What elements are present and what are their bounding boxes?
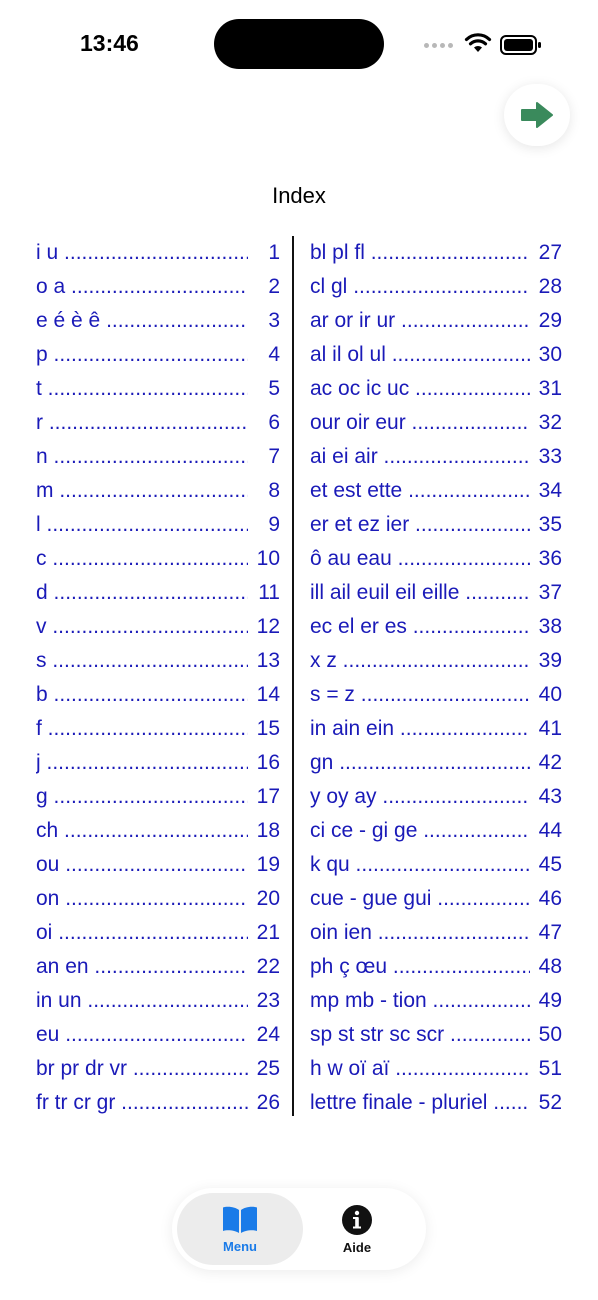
index-label: gn ..... [310, 746, 530, 780]
index-label: in ain ein ..... [310, 712, 530, 746]
index-page-number: 49 [538, 989, 562, 1012]
tab-aide-label: Aide [342, 1239, 372, 1255]
index-label: ac oc ic uc ..... [310, 372, 530, 406]
index-label: c ..... [36, 542, 248, 576]
index-page-number: 20 [256, 887, 280, 910]
index-page-number: 2 [268, 275, 280, 298]
index-page-number: 41 [538, 717, 562, 740]
index-row[interactable] [310, 1018, 562, 1052]
index-label: ou ..... [36, 848, 248, 882]
index-row[interactable] [310, 338, 562, 372]
index-label: ci ce - gi ge ..... [310, 814, 530, 848]
index-page-number: 43 [538, 785, 562, 808]
index-page-number: 36 [538, 547, 562, 570]
index-label: bl pl fl ..... [310, 236, 530, 270]
index-page-number: 8 [268, 479, 280, 502]
index-label: eu ..... [36, 1018, 248, 1052]
index-page-number: 18 [256, 819, 280, 842]
index-page-number: 50 [538, 1023, 562, 1046]
index-page-number: 51 [538, 1057, 562, 1080]
index-row[interactable] [310, 780, 562, 814]
index-label: n ..... [36, 440, 248, 474]
index-row[interactable] [36, 1018, 280, 1052]
index-page-number: 13 [256, 649, 280, 672]
index-label: et est ette ..... [310, 474, 530, 508]
index-column-right [310, 236, 562, 1120]
battery-icon [500, 35, 542, 55]
index-page-number: 48 [538, 955, 562, 978]
index-row[interactable] [310, 848, 562, 882]
index-page-number: 7 [268, 445, 280, 468]
index-label: on ..... [36, 882, 248, 916]
index-table [0, 236, 598, 1116]
index-page-number: 46 [538, 887, 562, 910]
index-page-number: 1 [268, 241, 280, 264]
index-row[interactable] [310, 746, 562, 780]
index-page-number: 47 [538, 921, 562, 944]
index-label: ec el er es ..... [310, 610, 530, 644]
book-icon [221, 1205, 259, 1235]
index-row[interactable] [310, 610, 562, 644]
index-row[interactable] [36, 712, 280, 746]
index-row[interactable] [36, 1086, 280, 1120]
index-label: mp mb - tion ..... [310, 984, 530, 1018]
index-label: v ..... [36, 610, 248, 644]
index-label: b ..... [36, 678, 248, 712]
index-page-number: 24 [256, 1023, 280, 1046]
index-row[interactable] [36, 678, 280, 712]
index-page-number: 3 [268, 309, 280, 332]
index-label: fr tr cr gr ..... [36, 1086, 248, 1120]
index-row[interactable] [36, 440, 280, 474]
index-label: l ..... [36, 508, 248, 542]
tab-menu[interactable] [177, 1193, 303, 1265]
index-page-number: 27 [538, 241, 562, 264]
index-page-number: 16 [256, 751, 280, 774]
index-page-number: 19 [256, 853, 280, 876]
index-row[interactable] [310, 542, 562, 576]
index-label: cue - gue gui ..... [310, 882, 530, 916]
index-label: s = z ..... [310, 678, 530, 712]
index-row[interactable] [310, 1052, 562, 1086]
index-label: ar or ir ur ..... [310, 304, 530, 338]
index-row[interactable] [310, 678, 562, 712]
tab-menu-label: Menu [223, 1238, 257, 1254]
status-bar [0, 0, 598, 90]
index-page-number: 45 [538, 853, 562, 876]
index-row[interactable] [310, 576, 562, 610]
index-page-number: 21 [256, 921, 280, 944]
index-label: an en ..... [36, 950, 248, 984]
page-title: Index [272, 183, 326, 208]
index-label: ph ç œu ..... [310, 950, 530, 984]
status-time: 13:46 [80, 30, 139, 56]
index-row[interactable] [36, 1052, 280, 1086]
index-page-number: 35 [538, 513, 562, 536]
index-row[interactable] [36, 508, 280, 542]
index-row[interactable] [36, 304, 280, 338]
index-page-number: 30 [538, 343, 562, 366]
index-label: i u ..... [36, 236, 248, 270]
index-row[interactable] [310, 440, 562, 474]
index-page-number: 10 [256, 547, 280, 570]
index-row[interactable] [36, 542, 280, 576]
tab-aide[interactable] [294, 1193, 420, 1265]
index-label: our oir eur ..... [310, 406, 530, 440]
index-row[interactable] [310, 814, 562, 848]
index-page-number: 37 [538, 581, 562, 604]
index-page-number: 42 [538, 751, 562, 774]
index-row[interactable] [310, 406, 562, 440]
arrow-right-icon [520, 101, 554, 129]
index-label: cl gl ..... [310, 270, 530, 304]
index-row[interactable] [310, 1086, 562, 1120]
index-page-number: 23 [256, 989, 280, 1012]
index-label: p ..... [36, 338, 248, 372]
index-row[interactable] [310, 270, 562, 304]
index-label: g ..... [36, 780, 248, 814]
info-icon [341, 1204, 373, 1236]
index-page-number: 6 [268, 411, 280, 434]
index-row[interactable] [36, 984, 280, 1018]
index-page-number: 22 [256, 955, 280, 978]
index-page-number: 15 [256, 717, 280, 740]
index-page-number: 33 [538, 445, 562, 468]
index-page-number: 5 [268, 377, 280, 400]
index-column-left [36, 236, 280, 1120]
index-label: x z ..... [310, 644, 530, 678]
index-page-number: 52 [538, 1091, 562, 1114]
index-row[interactable] [310, 304, 562, 338]
index-page-number: 40 [538, 683, 562, 706]
index-label: sp st str sc scr ..... [310, 1018, 530, 1052]
index-row[interactable] [310, 474, 562, 508]
index-row[interactable] [310, 644, 562, 678]
index-row[interactable] [310, 916, 562, 950]
wifi-icon [464, 32, 492, 54]
index-label: d ..... [36, 576, 248, 610]
index-row[interactable] [36, 406, 280, 440]
index-row[interactable] [36, 848, 280, 882]
index-label: k qu ..... [310, 848, 530, 882]
index-row[interactable] [36, 270, 280, 304]
index-row[interactable] [36, 610, 280, 644]
index-label: er et ez ier ..... [310, 508, 530, 542]
status-icons [424, 32, 574, 58]
index-page-number: 9 [268, 513, 280, 536]
signal-icon [424, 41, 456, 49]
index-label: oin ien ..... [310, 916, 530, 950]
index-row[interactable] [36, 372, 280, 406]
index-label: r ..... [36, 406, 248, 440]
index-row[interactable] [310, 882, 562, 916]
index-page-number: 29 [538, 309, 562, 332]
index-label: m ..... [36, 474, 248, 508]
index-page-number: 26 [256, 1091, 280, 1114]
index-row[interactable] [36, 780, 280, 814]
index-row[interactable] [310, 508, 562, 542]
index-label: ai ei air ..... [310, 440, 530, 474]
index-label: oi ..... [36, 916, 248, 950]
index-label: f ..... [36, 712, 248, 746]
index-row[interactable] [310, 950, 562, 984]
index-label: o a ..... [36, 270, 248, 304]
index-label: j ..... [36, 746, 248, 780]
index-label: br pr dr vr ..... [36, 1052, 248, 1086]
index-row[interactable] [310, 372, 562, 406]
index-label: ô au eau ..... [310, 542, 530, 576]
index-row[interactable] [310, 236, 562, 270]
index-label: ch ..... [36, 814, 248, 848]
index-page-number: 12 [256, 615, 280, 638]
index-label: e é è ê ..... [36, 304, 248, 338]
index-label: ill ail euil eil eille ..... [310, 576, 530, 610]
index-row[interactable] [310, 984, 562, 1018]
index-page-number: 17 [256, 785, 280, 808]
index-page-number: 31 [538, 377, 562, 400]
index-row[interactable] [36, 236, 280, 270]
index-row[interactable] [36, 576, 280, 610]
index-label: lettre finale - pluriel ..... [310, 1086, 530, 1120]
forward-button[interactable] [504, 84, 570, 146]
index-row[interactable] [36, 644, 280, 678]
index-row[interactable] [36, 338, 280, 372]
index-label: y oy ay ..... [310, 780, 530, 814]
index-page-number: 32 [538, 411, 562, 434]
dynamic-island [214, 19, 384, 69]
index-page-number: 39 [538, 649, 562, 672]
index-page-number: 34 [538, 479, 562, 502]
index-row[interactable] [36, 950, 280, 984]
index-label: h w oï aï ..... [310, 1052, 530, 1086]
index-page-number: 38 [538, 615, 562, 638]
index-row[interactable] [36, 882, 280, 916]
index-row[interactable] [310, 712, 562, 746]
index-page-number: 28 [538, 275, 562, 298]
index-page-number: 44 [538, 819, 562, 842]
column-divider [292, 236, 294, 1116]
index-row[interactable] [36, 814, 280, 848]
tab-bar [172, 1188, 426, 1270]
index-page-number: 25 [256, 1057, 280, 1080]
index-row[interactable] [36, 916, 280, 950]
index-label: al il ol ul ..... [310, 338, 530, 372]
index-row[interactable] [36, 746, 280, 780]
index-row[interactable] [36, 474, 280, 508]
index-label: in un ..... [36, 984, 248, 1018]
index-page-number: 11 [258, 581, 280, 604]
index-page-number: 14 [256, 683, 280, 706]
index-page-number: 4 [268, 343, 280, 366]
index-label: t ..... [36, 372, 248, 406]
index-label: s ..... [36, 644, 248, 678]
